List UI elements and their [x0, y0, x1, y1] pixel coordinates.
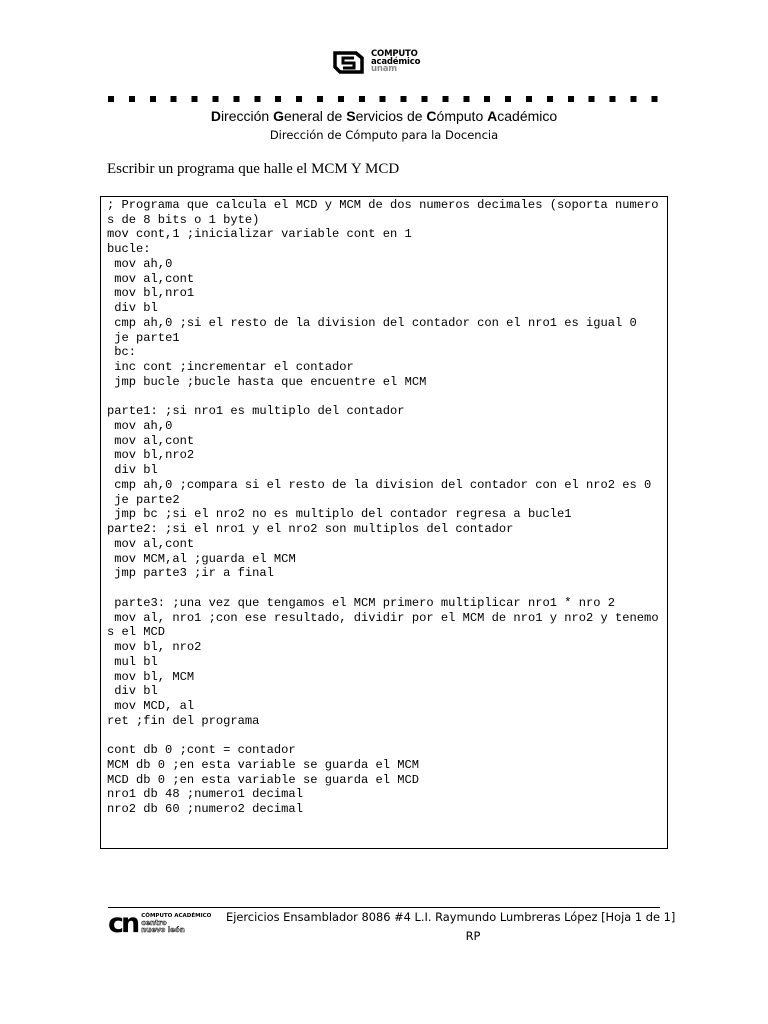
header-word-2: eneral de	[283, 108, 347, 124]
initial-s: S	[346, 108, 356, 124]
logo-wordmark	[371, 51, 420, 74]
logo-line-3: unam	[371, 64, 397, 75]
initial-c: C	[426, 108, 437, 124]
header-word-5: cadémico	[497, 108, 558, 124]
footer-initials: RP	[465, 929, 481, 943]
computo-academico-logo	[332, 49, 444, 76]
initial-g: G	[273, 108, 284, 124]
exercise-heading: Escribir un programa que halle el MCM Y MCD	[107, 161, 400, 177]
assembly-code: ; Programa que calcula el MCD y MCM de dos numeros decimales (soporta numeros de 8 bits o 1 byte) mov cont,1 ;inicializar variable cont en 1 bucle: mov ah,0 mov al,cont mov bl,nro1 div bl cmp ah,0 ;si el resto de la division del contador con el nro1 es igual 0 je parte1 bc: inc cont ;incrementar el contador jmp bucle ;bucle hasta que encuentre el MCM parte1: ;si nro1 es multiplo del contador mov ah,0 mov al,cont mov bl,nro2 div bl cmp ah,0 ;compara si el resto de la division del contador con el nro2 es 0 je parte2 jmp bc ;si el nro2 no es multiplo del contador regresa a bucle1 parte2: ;si el nro1 y el nro2 son multiplos del contador mov al,cont mov MCM,al ;guarda el MCM jmp parte3 ;ir a final parte3: ;una vez que tengamos el MCM primero multiplicar nro1 * nro 2 mov al, nro1 ;con ese resultado, dividir por el MCM de nro1 y nro2 y tenemos el MCD mov bl, nro2 mul bl mov bl, MCM div bl mov MCD, al ret ;fin del programa cont db 0 ;cont = contador MCM db 0 ;en esta variable se guarda el MCM MCD db 0 ;en esta variable se guarda el MCD nro1 db 48 ;numero1 decimal nro2 db 60 ;numero2 decimal	[107, 198, 659, 817]
header-department: Dirección de Cómputo para la Docencia	[269, 128, 499, 142]
initial-a: A	[487, 108, 498, 124]
code-block	[100, 196, 668, 849]
cn-logo-line-2: centro	[141, 919, 167, 927]
cn-logo-mark: cn	[108, 908, 138, 939]
cn-logo-line-3: nuevo león	[141, 926, 185, 934]
header-word-4: ómputo	[436, 108, 488, 124]
header-word-1: irección	[220, 108, 274, 124]
initial-d: D	[210, 108, 221, 124]
footer-text: Ejercicios Ensamblador 8086 #4 L.I. Raymundo Lumbreras López [Hoja 1 de 1]	[226, 910, 676, 924]
dashed-divider	[108, 96, 660, 102]
computo-logo-icon	[332, 49, 368, 76]
logo-line-1: COMPUTO	[371, 49, 418, 60]
header-organization	[0, 108, 768, 124]
logo-line-2: académico	[371, 56, 421, 67]
cn-logo-line-1: CÓMPUTO ACADÉMICO	[141, 913, 212, 919]
header-word-3: ervicios de	[355, 108, 427, 124]
